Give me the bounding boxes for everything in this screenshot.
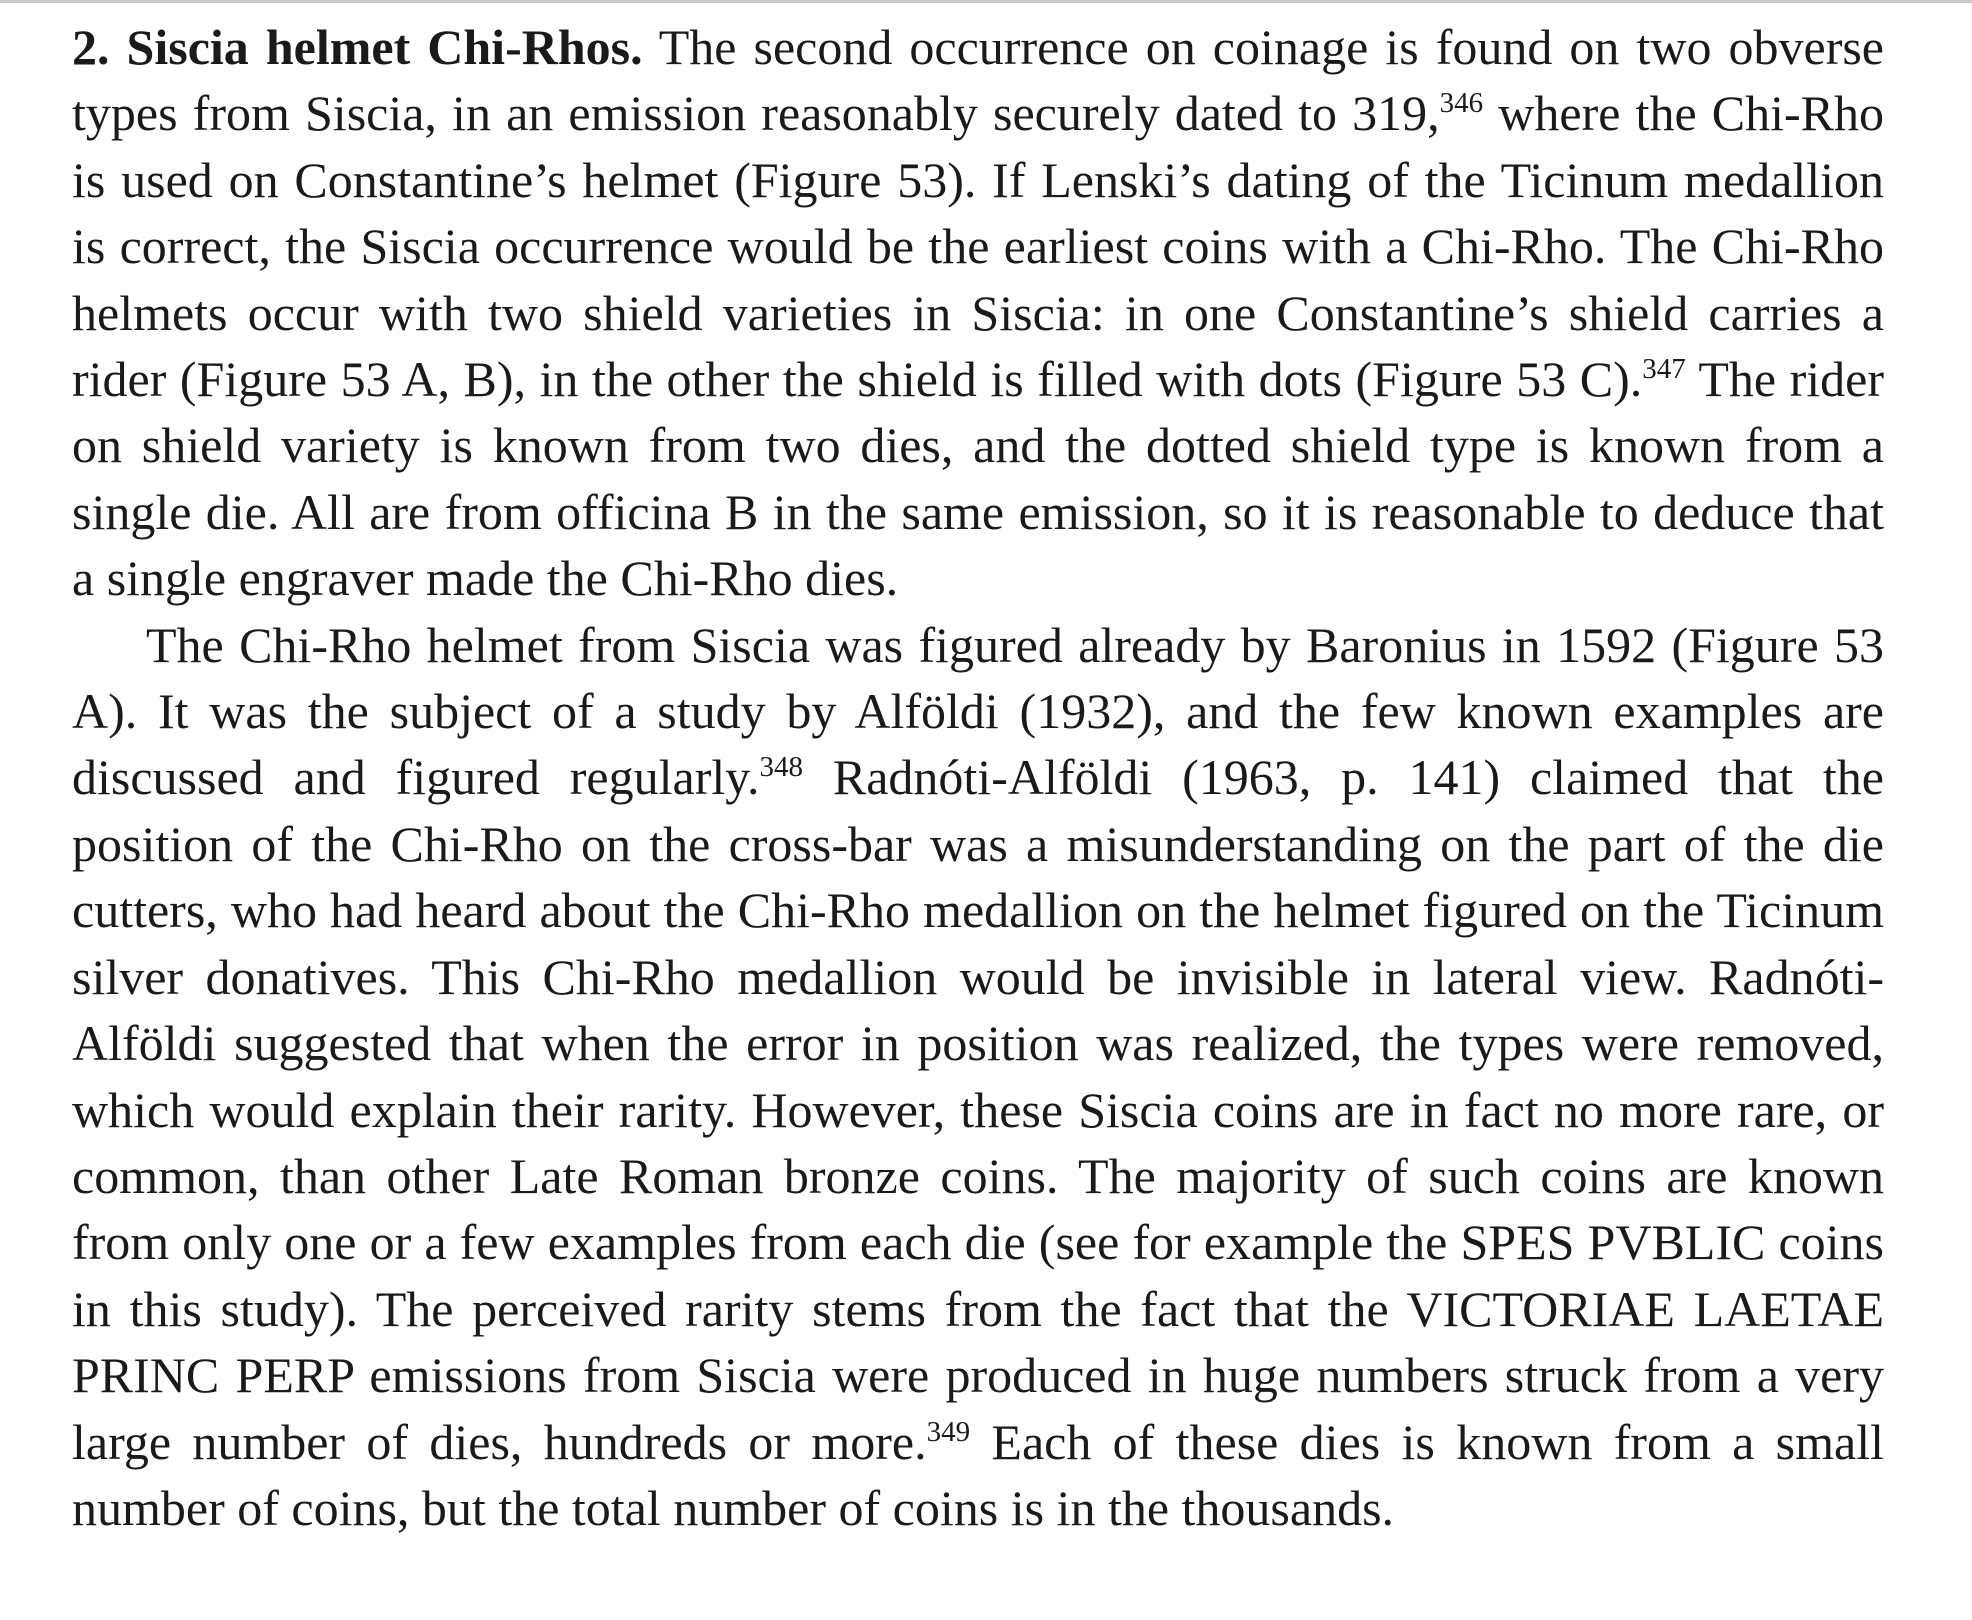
footnote-ref-349: 349 bbox=[926, 1415, 971, 1448]
body-text: Each of these dies is known from a small number of coins, but the total number of coins is in the thousands. bbox=[72, 1413, 1884, 1536]
paragraph-baronius bbox=[72, 612, 1884, 1542]
footnote-ref-348: 348 bbox=[759, 751, 804, 784]
document-page bbox=[72, 14, 1884, 1541]
body-text: The Chi-Rho helmet from Siscia was figured already by Baronius in 1592 (Figure 53 A). It was the subject of a study by Alföldi (1932), and the few known examples are discussed and figured regularly. bbox=[72, 616, 1884, 806]
footnote-ref-346: 346 bbox=[1439, 87, 1484, 120]
top-divider bbox=[0, 0, 1972, 3]
footnote-ref-347: 347 bbox=[1642, 353, 1686, 386]
body-text: The second occurrence on coinage is found on two obverse types from Siscia, in an emission reasonably securely dated to 319, bbox=[72, 19, 1884, 142]
section-heading: 2. Siscia helmet Chi-Rhos. bbox=[72, 19, 643, 75]
paragraph-siscia-helmet bbox=[72, 14, 1884, 612]
body-text: The rider on shield variety is known from two dies, and the dotted shield type is known from a single die. All are from officina B in the same emission, so it is reasonable to deduce that a single engraver made the Chi-Rho dies. bbox=[72, 351, 1884, 607]
body-text: where the Chi-Rho is used on Constantine’s helmet (Figure 53). If Lenski’s dating of the Ticinum medallion is correct, the Siscia occurrence would be the earliest coins with a Chi-Rho. The Chi-Rho helmets occur with two shield varieties in Siscia: in one Constantine’s shield carries a rider (Figure 53 A, B), in the other the shield is filled with dots (Figure 53 C). bbox=[72, 85, 1885, 408]
body-text: Radnóti-Alföldi (1963, p. 141) claimed that the position of the Chi-Rho on the cross-bar was a misunderstanding on the part of the die cutters, who had heard about the Chi-Rho medallion on the helmet figured on the Ticinum silver donatives. This Chi-Rho medallion would be invisible in lateral view. Radnóti-Alföldi suggested that when the error in position was realized, the types were removed, which would explain their rarity. However, these Siscia coins are in fact no more rare, or common, than other Late Roman bronze coins. The majority of such coins are known from only one or a few examples from each die (see for example the SPES PVBLIC coins in this study). The perceived rarity stems from the fact that the VICTORIAE LAETAE PRINC PERP emissions from Siscia were produced in huge numbers struck from a very large number of dies, hundreds or more. bbox=[72, 749, 1884, 1470]
